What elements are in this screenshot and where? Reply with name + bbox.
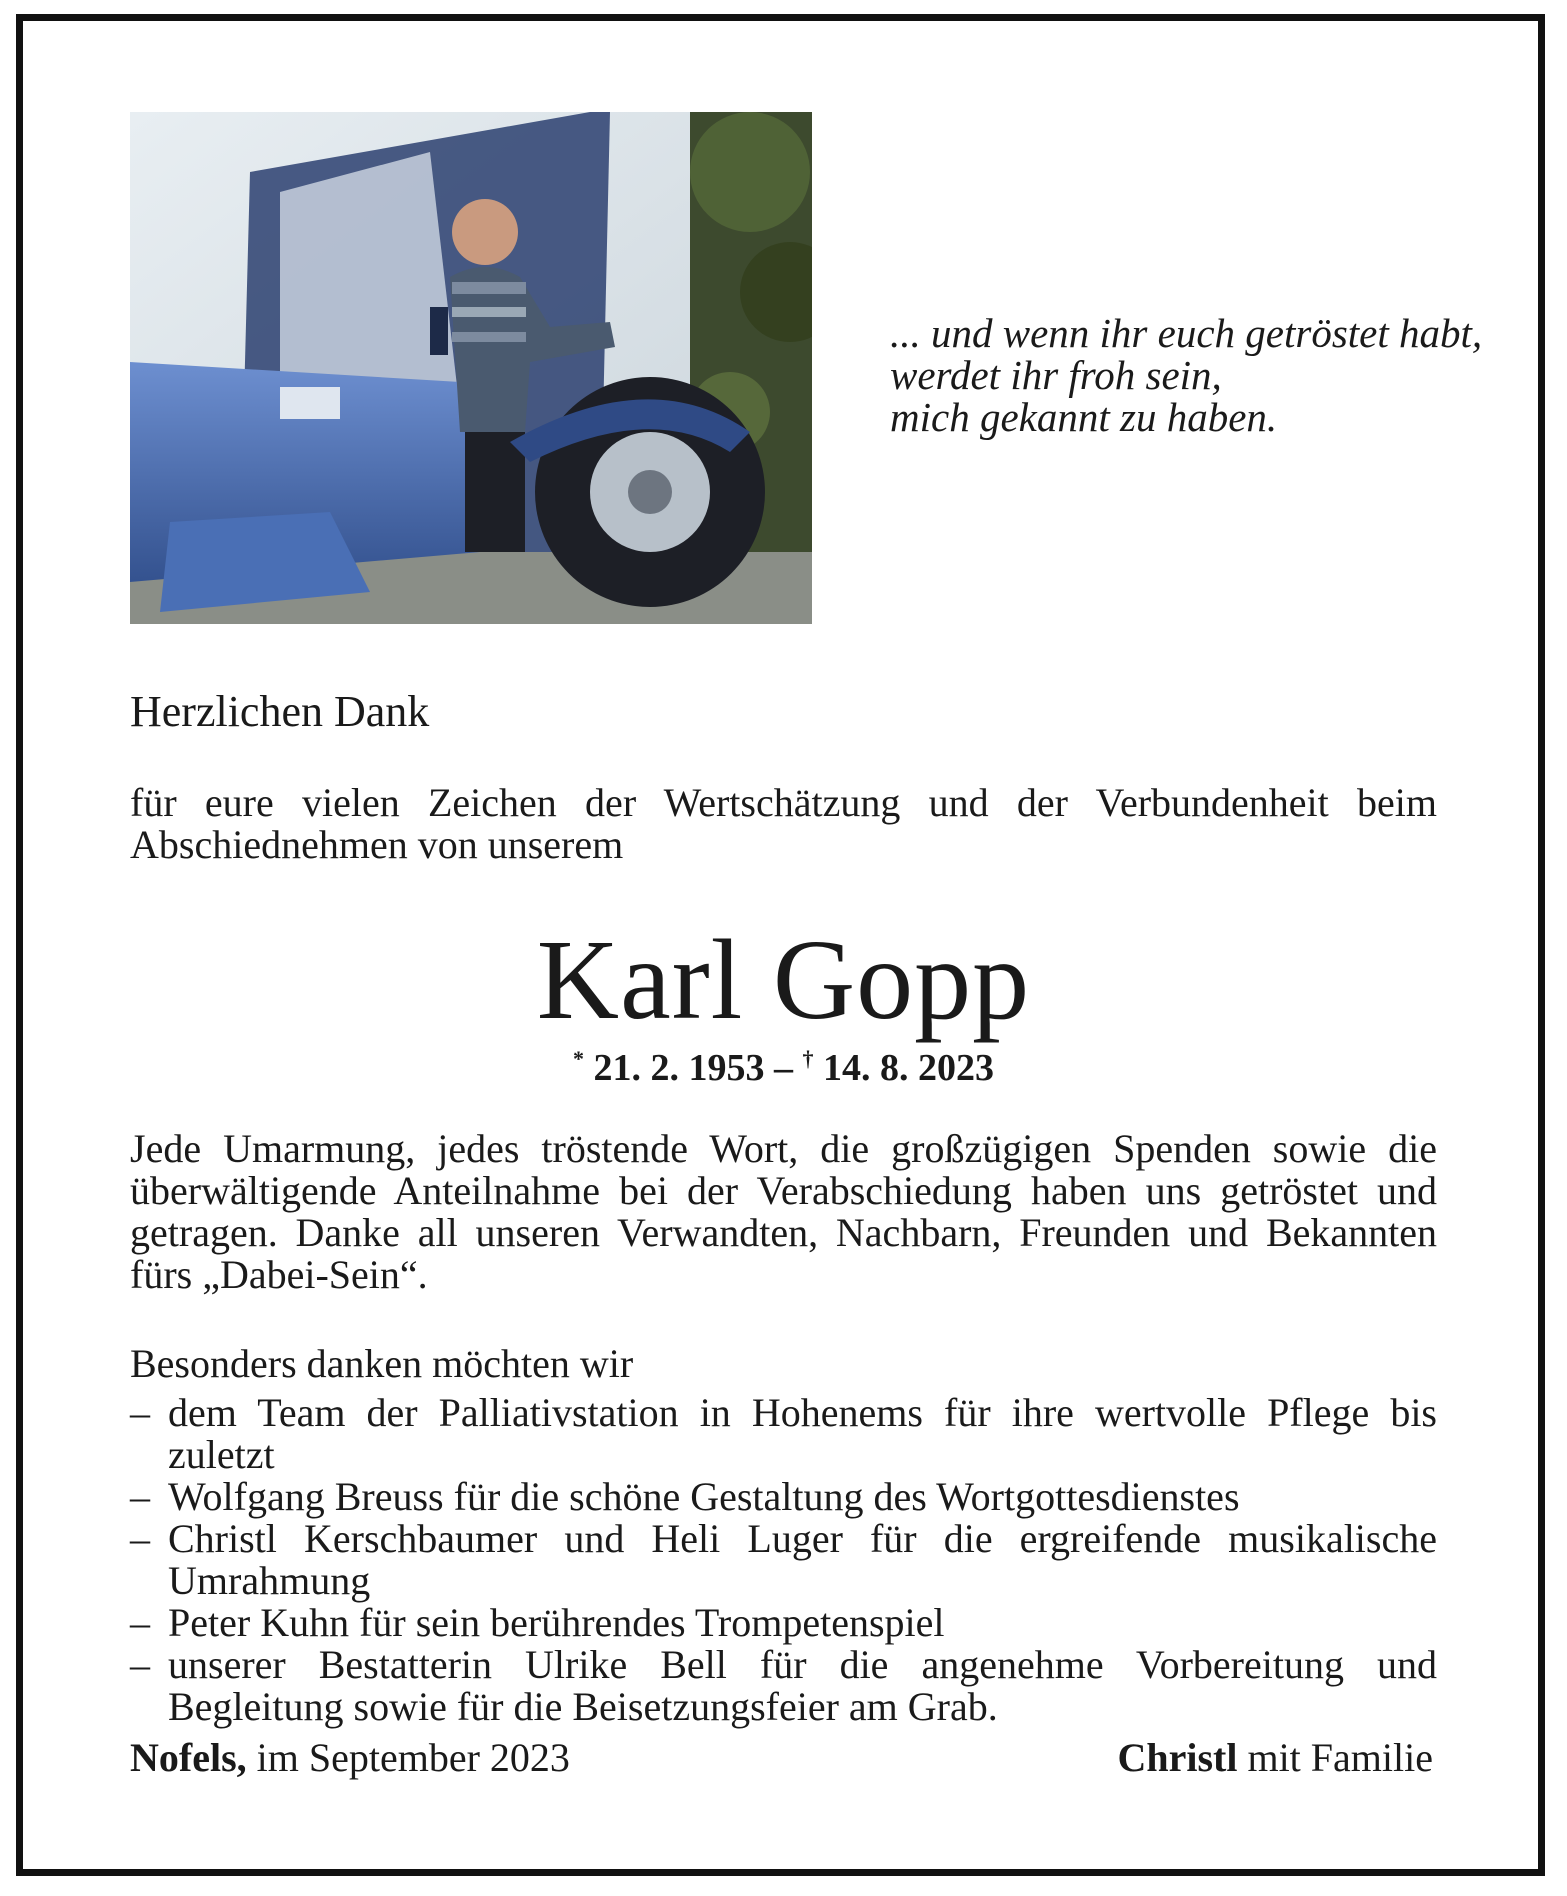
thanks-intro: Besonders danken möchten wir <box>130 1341 634 1386</box>
list-item-text: Wolfgang Breuss für die schöne Gestaltung des Wortgottesdienstes <box>168 1474 1240 1519</box>
list-item <box>130 1602 1437 1644</box>
heading: Herzlichen Dank <box>130 687 430 736</box>
deceased-name: Karl Gopp <box>536 916 1031 1043</box>
list-item <box>130 1476 1437 1518</box>
quote-line: mich gekannt zu haben. <box>890 394 1278 440</box>
list-item-text: dem Team der Palliativstation in Hohenems für ihre wertvolle Pflege bis zuletzt <box>168 1390 1437 1477</box>
list-dash: – <box>130 1516 150 1561</box>
list-item-text: unserer Bestatterin Ulrike Bell für die angenehme Vorbereitung und Begleitung sowie für die Beisetzungsfeier am Grab. <box>168 1642 1437 1729</box>
date-dash: – <box>774 1047 793 1089</box>
birth-symbol: * <box>573 1046 584 1071</box>
quote <box>890 312 1482 438</box>
list-dash: – <box>130 1474 150 1519</box>
list-item <box>130 1644 1437 1728</box>
footer-family: mit Familie <box>1237 1735 1433 1780</box>
death-date: 14. 8. 2023 <box>823 1047 994 1089</box>
list-item-text: Christl Kerschbaumer und Heli Luger für die ergreifende musikalische Umrahmung <box>168 1516 1437 1603</box>
list-item-text: Peter Kuhn für sein berührendes Trompetenspiel <box>168 1600 945 1645</box>
footer-date: im September 2023 <box>246 1735 570 1780</box>
footer-place-date <box>130 1734 570 1781</box>
thanks-list <box>130 1392 1437 1728</box>
list-dash: – <box>130 1600 150 1645</box>
portrait-photo <box>130 112 812 624</box>
list-dash: – <box>130 1390 150 1435</box>
intro-text: für eure vielen Zeichen der Wertschätzung und der Verbundenheit beim Abschiednehmen von unserem <box>130 780 1437 867</box>
footer-signature <box>1117 1734 1433 1781</box>
death-symbol: † <box>802 1046 814 1071</box>
birth-date: 21. 2. 1953 <box>593 1047 765 1089</box>
list-dash: – <box>130 1642 150 1687</box>
body-text: Jede Umarmung, jedes tröstende Wort, die großzügigen Spenden sowie die überwältigende Anteilnahme bei der Verabschiedung haben uns getröstet und getragen. Danke all unseren Verwandten, Nachbarn, Freunden und Bekannten fürs „Dabei-Sein“. <box>130 1126 1437 1297</box>
list-item <box>130 1518 1437 1602</box>
life-dates <box>0 1046 1567 1090</box>
quote-line: ... und wenn ihr euch getröstet habt, <box>890 310 1483 356</box>
footer-place: Nofels, <box>130 1735 247 1780</box>
footer-signer: Christl <box>1117 1735 1238 1780</box>
quote-line: werdet ihr froh sein, <box>890 352 1222 398</box>
list-item <box>130 1392 1437 1476</box>
